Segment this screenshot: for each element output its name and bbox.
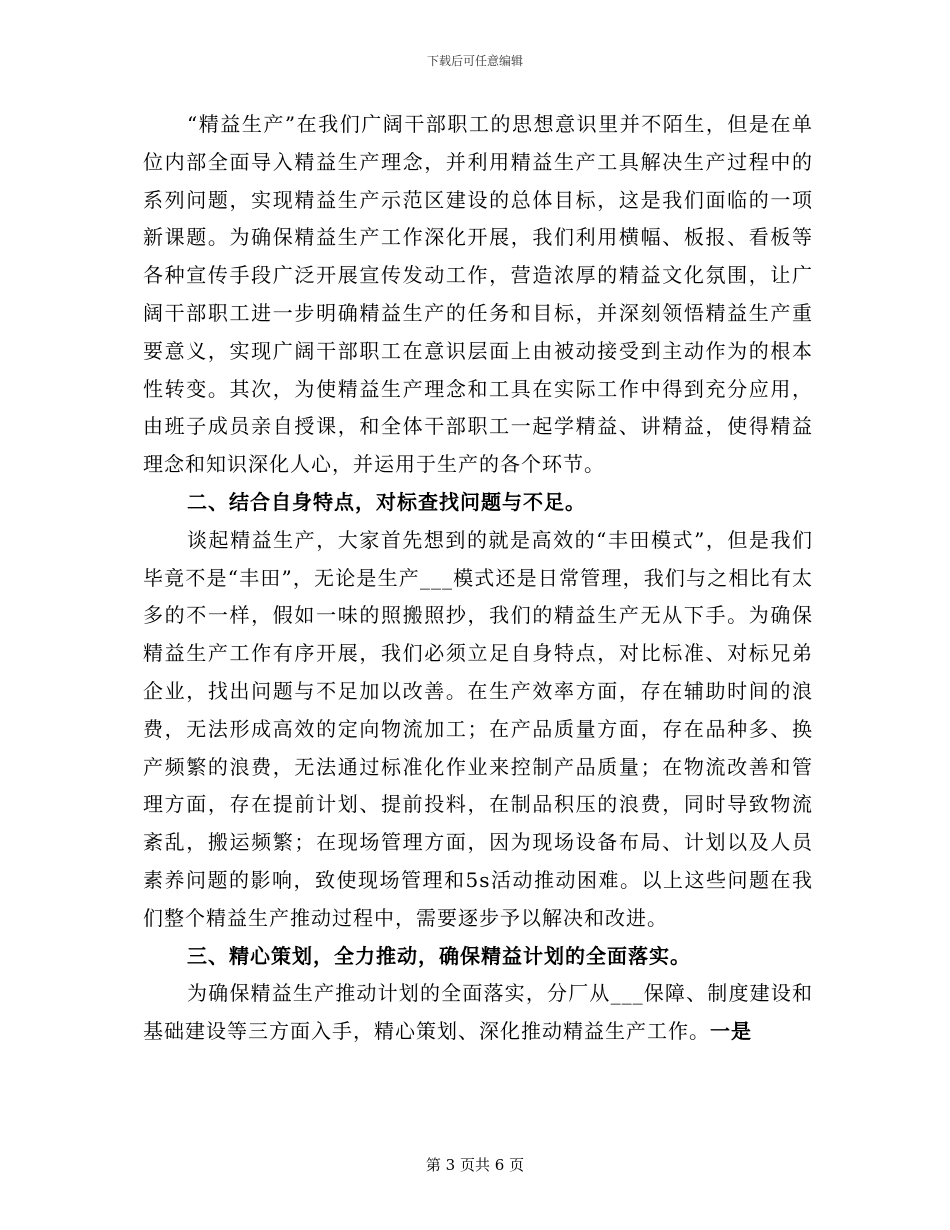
paragraph-3-bold-lead: 一是 (710, 1019, 752, 1044)
header-note: 下载后可任意编辑 (426, 54, 523, 68)
section-heading-3: 三、精心策划，全力推动，确保精益计划的全面落实。 (187, 943, 691, 968)
document-body (143, 106, 813, 1051)
paragraph-3 (143, 975, 813, 1051)
section-heading-2: 二、结合自身特点，对标查找问题与不足。 (187, 489, 586, 514)
paragraph-1: “精益生产”在我们广阔干部职工的思想意识里并不陌生，但是在单位内部全面导入精益生产理念，并利用精益生产工具解决生产过程中的系列问题，实现精益生产示范区建设的总体目标，这是我们面临的一项新课题。为确保精益生产工作深化开展，我们利用横幅、板报、看板等各种宣传手段广泛开展宣传发动工作，营造浓厚的精益文化氛围，让广阔干部职工进一步明确精益生产的任务和目标，并深刻领悟精益生产重要意义，实现广阔干部职工在意识层面上由被动接受到主动作为的根本性转变。其次，为使精益生产理念和工具在实际工作中得到充分应用，由班子成员亲自授课，和全体干部职工一起学精益、讲精益，使得精益理念和知识深化人心，并运用于生产的各个环节。 (143, 112, 813, 477)
paragraph-3-text: 为确保精益生产推动计划的全面落实，分厂从___保障、制度建设和基础建设等三方面入手，精心策划、深化推动精益生产工作。 (143, 981, 813, 1044)
page-number: 第 3 页共 6 页 (425, 1156, 525, 1174)
paragraph-2: 谈起精益生产，大家首先想到的就是高效的“丰田模式”，但是我们毕竟不是“丰田”，无论是生产___模式还是日常管理，我们与之相比有太多的不一样，假如一味的照搬照抄，我们的精益生产无从下手。为确保精益生产工作有序开展，我们必须立足自身特点，对比标准、对标兄弟企业，找出问题与不足加以改善。在生产效率方面，存在辅助时间的浪费，无法形成高效的定向物流加工；在产品质量方面，存在品种多、换产频繁的浪费，无法通过标准化作业来控制产品质量；在物流改善和管理方面，存在提前计划、提前投料，在制品积压的浪费，同时导致物流紊乱，搬运频繁；在现场管理方面，因为现场设备布局、计划以及人员素养问题的影响，致使现场管理和5s活动推动困难。以上这些问题在我们整个精益生产推动过程中，需要逐步予以解决和改进。 (143, 527, 813, 930)
